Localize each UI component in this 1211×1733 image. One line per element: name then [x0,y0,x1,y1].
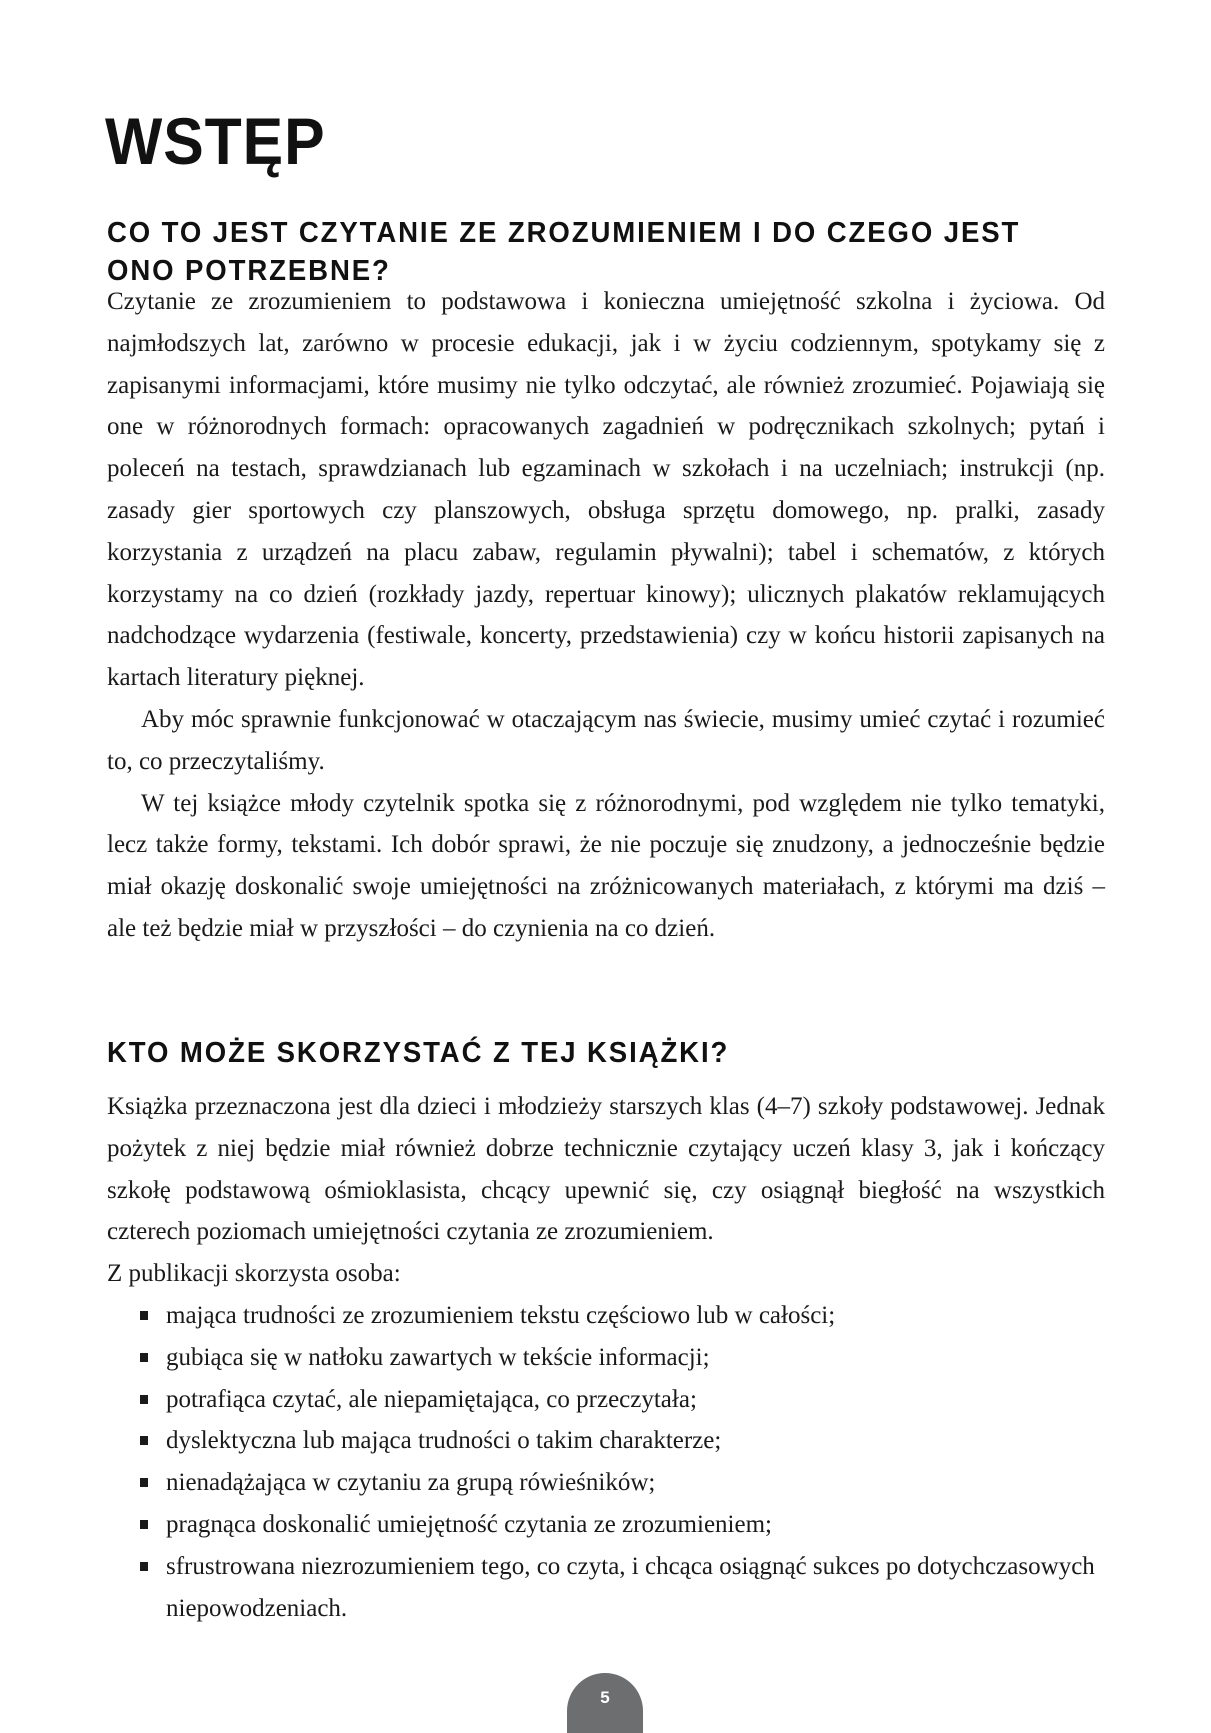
list-item: pragnąca doskonalić umiejętność czytania ze zrozumieniem; [140,1504,1105,1546]
list-item: gubiąca się w natłoku zawartych w tekście informacji; [140,1337,1105,1379]
list-item: nienadążająca w czytaniu za grupą rówieśników; [140,1462,1105,1504]
square-bullet-icon [140,1478,148,1487]
bullet-list [107,1295,1105,1629]
square-bullet-icon [140,1520,148,1529]
paragraph: W tej książce młody czytelnik spotka się z różnorodnymi, pod względem nie tylko tematyki, lecz także formy, tekstami. Ich dobór sprawi, że nie poczuje się znudzony, a jednocześnie będzie miał okazję doskonalić swoje umiejętności na zróżnicowanych materiałach, z którymi ma dziś – ale też będzie miał w przyszłości – do czynienia na co dzień. [107,789,1105,942]
page-number: 5 [600,1688,610,1707]
page-title: WSTĘP [105,104,326,178]
square-bullet-icon [140,1562,148,1571]
list-item: mająca trudności ze zrozumieniem tekstu częściowo lub w całości; [140,1295,1105,1337]
paragraph: Książka przeznaczona jest dla dzieci i młodzieży starszych klas (4–7) szkoły podstawowej. Jednak pożytek z niej będzie miał również dobrze technicznie czytający uczeń klasy 3, jak i kończący szkołę podstawową ośmioklasista, chcący upewnić się, czy osiągnął biegłość na wszystkich czterech poziomach umiejętności czytania ze zrozumieniem. [107,1093,1105,1246]
page-number-tab [567,1673,643,1733]
square-bullet-icon [140,1311,148,1320]
section2-body [107,1086,1105,1629]
section-heading-who-can-use: KTO MOŻE SKORZYSTAĆ Z TEJ KSIĄŻKI? [107,1037,730,1069]
heading-line-2: ONO POTRZEBNE? [107,255,391,287]
list-item: potrafiąca czytać, ale niepamiętająca, co przeczytała; [140,1379,1105,1421]
paragraph: Czytanie ze zrozumieniem to podstawowa i konieczna umiejętność szkolna i życiowa. Od najmłodszych lat, zarówno w procesie edukacji, jak i w życiu codziennym, spotykamy się z zapisanymi informacjami, które musimy nie tylko odczytać, ale również zrozumieć. Pojawiają się one w różnorodnych formach: opracowanych zagadnień w podręcznikach szkolnych; pytań i poleceń na testach, sprawdzianach lub egzaminach w szkołach i na uczelniach; instrukcji (np. zasady gier sportowych czy planszowych, obsługa sprzętu domowego, np. pralki, zasady korzystania z urządzeń na placu zabaw, regulamin pływalni); tabel i schematów, z których korzystamy na co dzień (rozkłady jazdy, repertuar kinowy); ulicznych plakatów reklamujących nadchodzące wydarzenia (festiwale, koncerty, przedstawienia) czy w końcu historii zapisanych na kartach literatury pięknej. [107,288,1105,692]
square-bullet-icon [140,1395,148,1404]
list-lead: Z publikacji skorzysta osoba: [107,1260,401,1288]
heading-line-1: CO TO JEST CZYTANIE ZE ZROZUMIENIEM I DO CZEGO JEST [107,217,1021,249]
paragraph: Aby móc sprawnie funkcjonować w otaczającym nas świecie, musimy umieć czytać i rozumieć to, co przeczytaliśmy. [107,705,1105,775]
section-heading-reading-comprehension [107,214,1020,290]
square-bullet-icon [140,1436,148,1445]
list-item: sfrustrowana niezrozumieniem tego, co czyta, i chcąca osiągnąć sukces po dotychczasowych niepowodzeniach. [140,1546,1105,1630]
list-item: dyslektyczna lub mająca trudności o takim charakterze; [140,1420,1105,1462]
square-bullet-icon [140,1353,148,1362]
section1-body [107,281,1105,950]
